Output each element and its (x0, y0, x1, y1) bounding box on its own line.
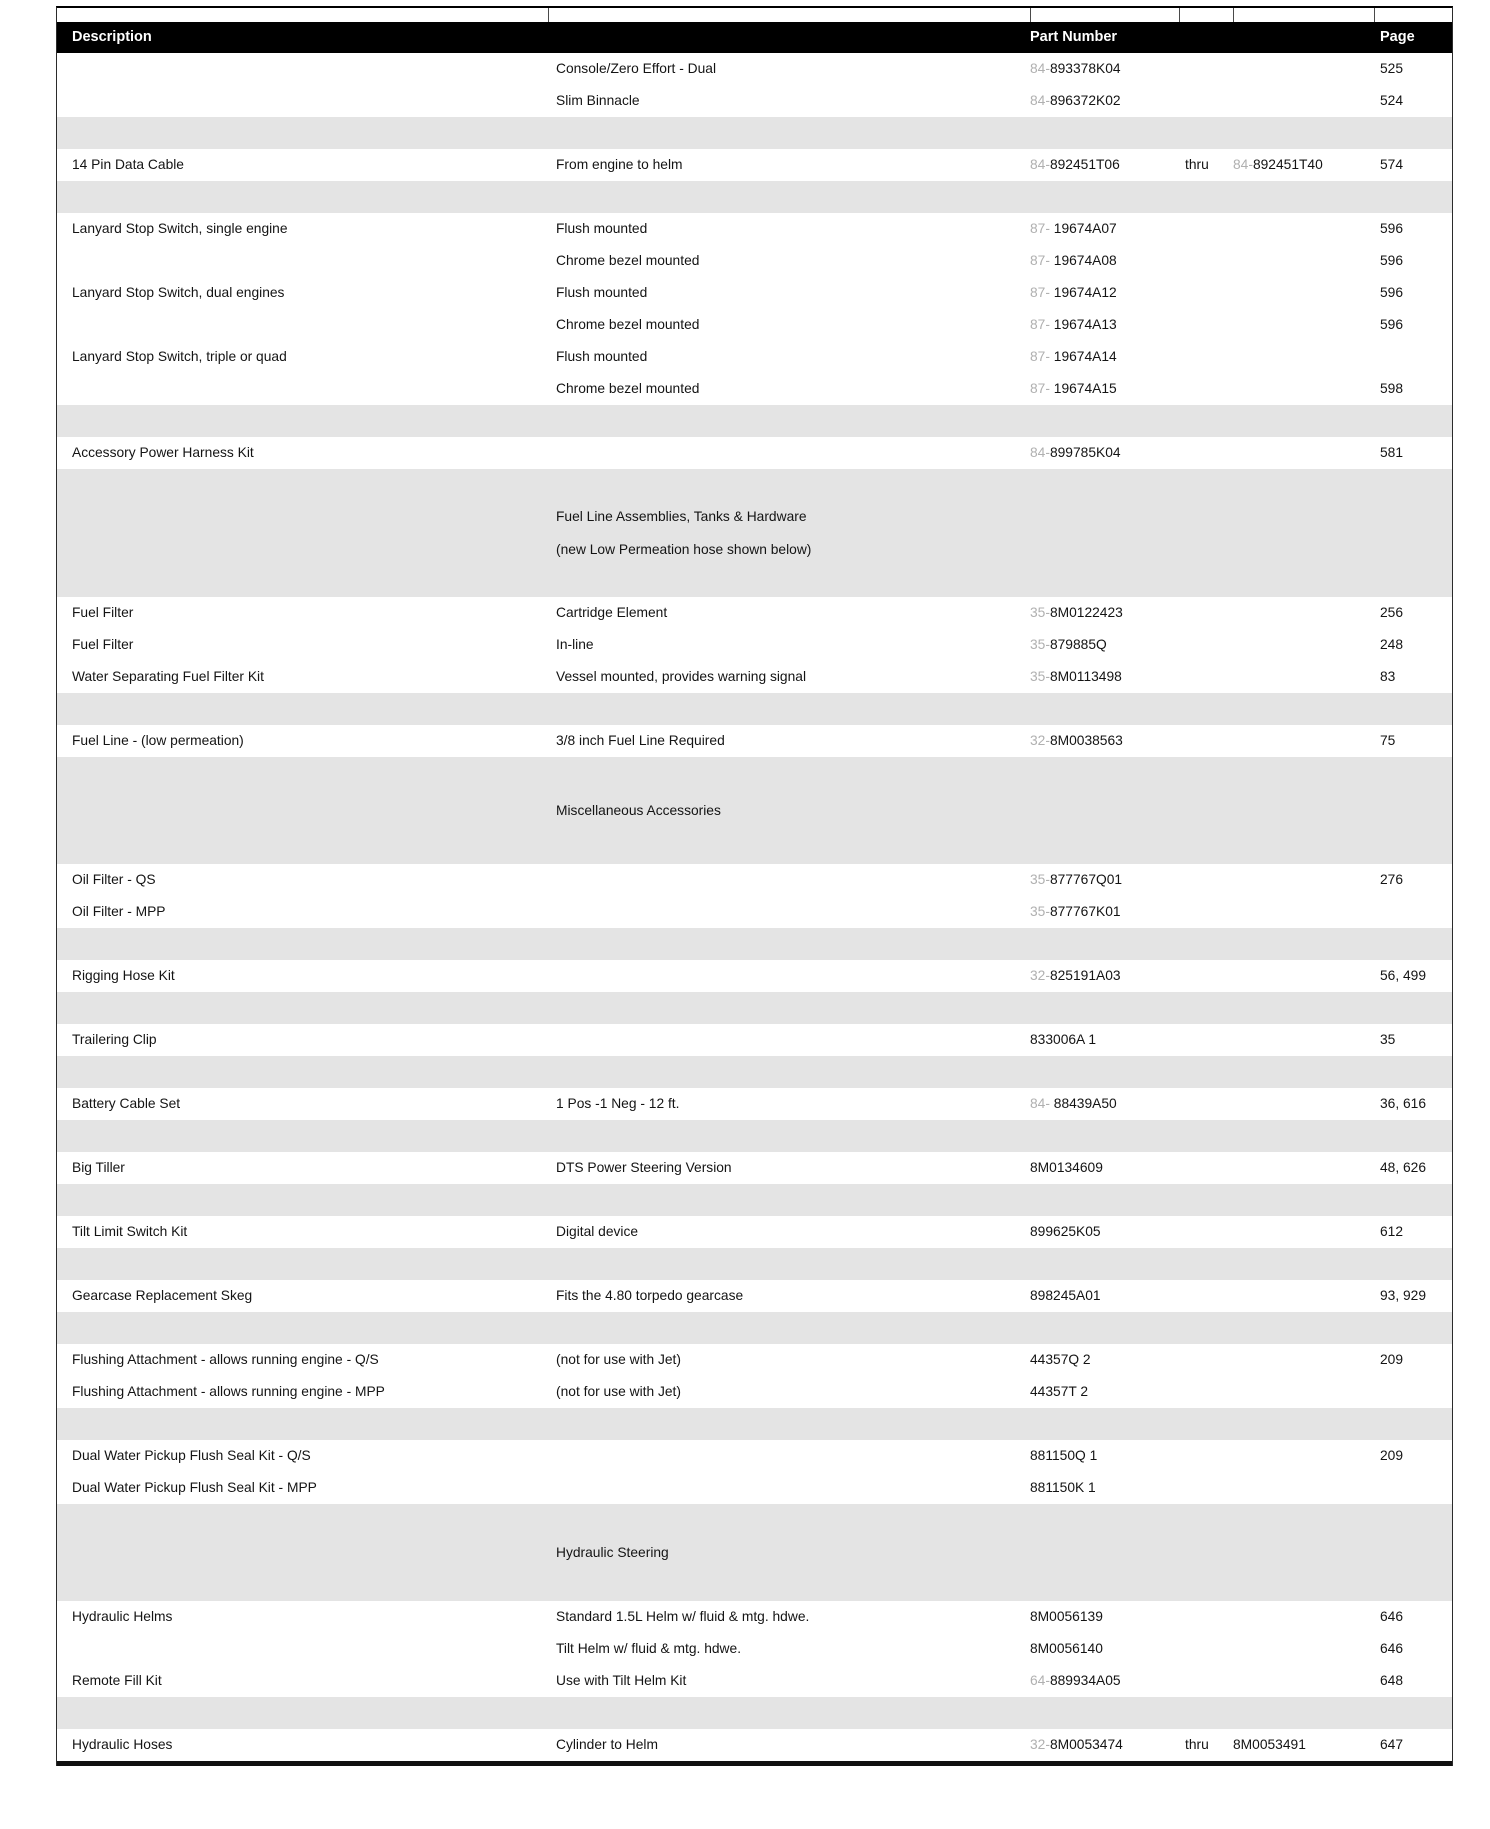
part-number: 881150Q 1 (1030, 1448, 1098, 1463)
part-prefix: 32- (1030, 968, 1050, 983)
cell-subdescription: Cartridge Element (556, 605, 668, 620)
cell-subdescription: Flush mounted (556, 221, 648, 236)
spacer-row (57, 181, 1452, 213)
cell-page: 647 (1380, 1737, 1404, 1752)
cell-subdescription: Chrome bezel mounted (556, 253, 700, 268)
spacer-row (57, 1408, 1452, 1440)
cell-description: Water Separating Fuel Filter Kit (72, 669, 264, 684)
table-row (57, 725, 1452, 757)
cell-subdescription: Digital device (556, 1224, 639, 1239)
table-row (57, 1376, 1452, 1408)
part-number: 8M0056139 (1030, 1609, 1103, 1624)
cell-part-number (1030, 309, 1117, 341)
cell-page: 56, 499 (1380, 968, 1427, 983)
cell-part-number-2 (1233, 1729, 1306, 1761)
table-row (57, 864, 1452, 896)
cell-part-number (1030, 213, 1117, 245)
spacer-row (57, 1248, 1452, 1280)
part-number: 889934A05 (1049, 1673, 1121, 1688)
cell-part-number (1030, 85, 1121, 117)
spacer-row (57, 992, 1452, 1024)
cell-part-number (1030, 1665, 1121, 1697)
cell-page: 612 (1380, 1224, 1404, 1239)
cell-part-number (1030, 1088, 1117, 1120)
header-description: Description (72, 29, 152, 45)
cell-page: 209 (1380, 1448, 1404, 1463)
cell-subdescription: 3/8 inch Fuel Line Required (556, 733, 725, 748)
part-number: 892451T06 (1049, 157, 1120, 172)
part-number: 896372K02 (1049, 93, 1121, 108)
cell-page: 596 (1380, 253, 1404, 268)
cell-subdescription: Chrome bezel mounted (556, 317, 700, 332)
cell-subdescription: From engine to helm (556, 157, 683, 172)
cell-part-number (1030, 1344, 1091, 1376)
spacer-row (57, 405, 1452, 437)
cell-page: 596 (1380, 317, 1404, 332)
cell-page: 646 (1380, 1641, 1404, 1656)
part-prefix: 87- (1030, 253, 1054, 268)
cell-part-number-2 (1233, 149, 1323, 181)
cell-page: 524 (1380, 93, 1404, 108)
part-number: 877767Q01 (1049, 872, 1123, 887)
cell-page: 256 (1380, 605, 1404, 620)
part-prefix: 84- (1030, 61, 1050, 76)
cell-page: 648 (1380, 1673, 1404, 1688)
part-number: 8M0056140 (1030, 1641, 1103, 1656)
part-number: 19674A07 (1053, 221, 1117, 236)
part-prefix: 84- (1030, 157, 1050, 172)
cell-description: Flushing Attachment - allows running engine - Q/S (72, 1352, 379, 1367)
cell-part-number (1030, 373, 1117, 405)
table-row (57, 896, 1452, 928)
part-number: 881150K 1 (1030, 1480, 1096, 1495)
part-number: 899625K05 (1030, 1224, 1101, 1239)
cell-part-number (1030, 960, 1121, 992)
cell-part-number (1030, 1216, 1101, 1248)
part-prefix: 87- (1030, 381, 1054, 396)
cell-description: Rigging Hose Kit (72, 968, 175, 983)
cell-description: Fuel Filter (72, 637, 134, 652)
part-number: 19674A14 (1053, 349, 1117, 364)
cell-subdescription: Tilt Helm w/ fluid & mtg. hdwe. (556, 1641, 742, 1656)
cell-part-number (1030, 896, 1121, 928)
cell-subdescription: DTS Power Steering Version (556, 1160, 732, 1175)
cell-subdescription: Fits the 4.80 torpedo gearcase (556, 1288, 744, 1303)
part-number: 88439A50 (1053, 1096, 1117, 1111)
spacer-row (57, 693, 1452, 725)
table-body (57, 53, 1452, 1761)
table-row (57, 1729, 1452, 1761)
cell-subdescription: (not for use with Jet) (556, 1384, 681, 1399)
cell-description: Fuel Line - (low permeation) (72, 733, 244, 748)
thru-label: thru (1185, 1737, 1209, 1752)
column-divider-tick (1374, 8, 1375, 22)
cell-page: 83 (1380, 669, 1396, 684)
spacer-row (57, 1120, 1452, 1152)
table-row (57, 245, 1452, 277)
table-row (57, 1601, 1452, 1633)
cell-subdescription: Slim Binnacle (556, 93, 640, 108)
cell-subdescription: Vessel mounted, provides warning signal (556, 669, 807, 684)
cell-description: Dual Water Pickup Flush Seal Kit - Q/S (72, 1448, 311, 1463)
cell-subdescription: Flush mounted (556, 285, 648, 300)
section-title: (new Low Permeation hose shown below) (556, 542, 812, 557)
spacer-row (57, 1056, 1452, 1088)
cell-subdescription: Use with Tilt Helm Kit (556, 1673, 687, 1688)
section-title: Fuel Line Assemblies, Tanks & Hardware (556, 509, 807, 524)
cell-part-number (1030, 341, 1117, 373)
cell-subdescription: Cylinder to Helm (556, 1737, 658, 1752)
cell-description: Remote Fill Kit (72, 1673, 162, 1688)
table-row (57, 341, 1452, 373)
part-number: 8M0113498 (1049, 669, 1122, 684)
part-number: 8M0038563 (1049, 733, 1123, 748)
cell-page: 209 (1380, 1352, 1404, 1367)
column-divider-tick (1179, 8, 1180, 22)
spacer-row (57, 117, 1452, 149)
part-number: 19674A08 (1053, 253, 1117, 268)
cell-part-number (1030, 725, 1123, 757)
cell-description: Fuel Filter (72, 605, 134, 620)
cell-description: Hydraulic Hoses (72, 1737, 173, 1752)
cell-description: Lanyard Stop Switch, triple or quad (72, 349, 287, 364)
cell-page: 596 (1380, 285, 1404, 300)
table-row (57, 277, 1452, 309)
part-number: 19674A12 (1053, 285, 1117, 300)
cell-subdescription: Standard 1.5L Helm w/ fluid & mtg. hdwe. (556, 1609, 810, 1624)
cell-description: Trailering Clip (72, 1032, 157, 1047)
table-row (57, 1344, 1452, 1376)
part-prefix: 32- (1030, 1737, 1050, 1752)
part-number-2: 892451T40 (1252, 157, 1323, 172)
cell-description: Oil Filter - MPP (72, 904, 166, 919)
part-prefix: 64- (1030, 1673, 1050, 1688)
cell-part-number (1030, 1601, 1103, 1633)
table-row (57, 373, 1452, 405)
parts-catalog-table (56, 6, 1453, 1766)
cell-subdescription: In-line (556, 637, 594, 652)
part-prefix: 87- (1030, 285, 1054, 300)
column-divider-tick (1030, 8, 1031, 22)
cell-part-number (1030, 149, 1120, 181)
cell-description: Oil Filter - QS (72, 872, 156, 887)
cell-part-number (1030, 1280, 1101, 1312)
table-row (57, 629, 1452, 661)
spacer-row (57, 928, 1452, 960)
cell-part-number (1030, 245, 1117, 277)
spacer-row (57, 1184, 1452, 1216)
cell-part-number (1030, 629, 1107, 661)
table-row (57, 85, 1452, 117)
cell-subdescription: Flush mounted (556, 349, 648, 364)
cell-page: 248 (1380, 637, 1404, 652)
table-row (57, 1088, 1452, 1120)
cell-part-number (1030, 437, 1121, 469)
part-prefix: 87- (1030, 349, 1054, 364)
cell-description: Flushing Attachment - allows running engine - MPP (72, 1384, 385, 1399)
table-row (57, 1280, 1452, 1312)
table-row (57, 960, 1452, 992)
cell-description: 14 Pin Data Cable (72, 157, 184, 172)
table-row (57, 1633, 1452, 1665)
cell-page: 574 (1380, 157, 1404, 172)
cell-description: Battery Cable Set (72, 1096, 181, 1111)
cell-subdescription: (not for use with Jet) (556, 1352, 681, 1367)
part-number: 8M0053474 (1049, 1737, 1123, 1752)
cell-page: 525 (1380, 61, 1404, 76)
part-number: 44357T 2 (1030, 1384, 1089, 1399)
cell-part-number (1030, 1024, 1096, 1056)
table-header-row (57, 22, 1452, 53)
table-row (57, 661, 1452, 693)
table-row (57, 437, 1452, 469)
table-row (57, 597, 1452, 629)
part-number: 825191A03 (1049, 968, 1121, 983)
cell-description: Dual Water Pickup Flush Seal Kit - MPP (72, 1480, 317, 1495)
part-prefix: 35- (1030, 904, 1050, 919)
part-number: 899785K04 (1049, 445, 1121, 460)
part-prefix: 84- (1030, 93, 1050, 108)
part-number: 877767K01 (1049, 904, 1121, 919)
part-number: 19674A13 (1053, 317, 1117, 332)
table-row (57, 1472, 1452, 1504)
section-title: Hydraulic Steering (556, 1545, 669, 1560)
part-number: 19674A15 (1053, 381, 1117, 396)
part-prefix: 35- (1030, 669, 1050, 684)
cell-part-number (1030, 1152, 1103, 1184)
cell-description: Lanyard Stop Switch, dual engines (72, 285, 285, 300)
spacer-row (57, 1697, 1452, 1729)
cell-page: 48, 626 (1380, 1160, 1427, 1175)
cell-page: 35 (1380, 1032, 1396, 1047)
column-divider-tick (1233, 8, 1234, 22)
cell-page: 276 (1380, 872, 1404, 887)
part-prefix: 35- (1030, 872, 1050, 887)
cell-page: 596 (1380, 221, 1404, 236)
cell-page: 36, 616 (1380, 1096, 1427, 1111)
part-prefix: 87- (1030, 221, 1054, 236)
part-prefix: 35- (1030, 637, 1050, 652)
part-prefix: 84- (1030, 1096, 1054, 1111)
part-prefix: 32- (1030, 733, 1050, 748)
section-header-row (57, 757, 1452, 864)
cell-subdescription: 1 Pos -1 Neg - 12 ft. (556, 1096, 680, 1111)
cell-part-number (1030, 277, 1117, 309)
cell-part-number (1030, 597, 1123, 629)
table-row (57, 149, 1452, 181)
cell-part-number (1030, 1472, 1096, 1504)
part-number: 898245A01 (1030, 1288, 1101, 1303)
cell-part-number (1030, 1729, 1123, 1761)
table-row (57, 213, 1452, 245)
table-row (57, 1665, 1452, 1697)
part-number: 893378K04 (1049, 61, 1121, 76)
cell-description: Big Tiller (72, 1160, 125, 1175)
spacer-row (57, 1312, 1452, 1344)
header-page: Page (1380, 29, 1415, 45)
cell-description: Hydraulic Helms (72, 1609, 173, 1624)
cell-description: Lanyard Stop Switch, single engine (72, 221, 288, 236)
section-header-row (57, 469, 1452, 597)
cell-part-number (1030, 864, 1122, 896)
cell-part-number (1030, 1633, 1103, 1665)
cell-part-number (1030, 53, 1121, 85)
cell-page: 75 (1380, 733, 1396, 748)
cell-page: 581 (1380, 445, 1404, 460)
cell-description: Tilt Limit Switch Kit (72, 1224, 188, 1239)
table-bottom-rule (57, 1761, 1452, 1766)
cell-page: 598 (1380, 381, 1404, 396)
table-row (57, 53, 1452, 85)
cell-part-number (1030, 1376, 1088, 1408)
part-number: 879885Q (1049, 637, 1107, 652)
cell-page: 646 (1380, 1609, 1404, 1624)
part-prefix-2: 84- (1233, 157, 1253, 172)
part-number: 833006A 1 (1030, 1032, 1096, 1047)
cell-part-number (1030, 1440, 1097, 1472)
table-top-rule (57, 8, 1452, 22)
cell-subdescription: Chrome bezel mounted (556, 381, 700, 396)
table-row (57, 309, 1452, 341)
table-row (57, 1152, 1452, 1184)
column-divider-tick (548, 8, 549, 22)
table-row (57, 1440, 1452, 1472)
part-number: 8M0122423 (1049, 605, 1123, 620)
thru-label: thru (1185, 157, 1209, 172)
header-part-number: Part Number (1030, 29, 1118, 45)
cell-description: Gearcase Replacement Skeg (72, 1288, 253, 1303)
section-title: Miscellaneous Accessories (556, 803, 721, 818)
part-prefix: 87- (1030, 317, 1054, 332)
section-header-row (57, 1504, 1452, 1601)
table-row (57, 1216, 1452, 1248)
part-number-2: 8M0053491 (1233, 1737, 1306, 1752)
cell-subdescription: Console/Zero Effort - Dual (556, 61, 717, 76)
cell-description: Accessory Power Harness Kit (72, 445, 254, 460)
table-row (57, 1024, 1452, 1056)
cell-page: 93, 929 (1380, 1288, 1427, 1303)
part-number: 44357Q 2 (1030, 1352, 1091, 1367)
cell-part-number (1030, 661, 1122, 693)
part-number: 8M0134609 (1030, 1160, 1103, 1175)
part-prefix: 84- (1030, 445, 1050, 460)
part-prefix: 35- (1030, 605, 1050, 620)
